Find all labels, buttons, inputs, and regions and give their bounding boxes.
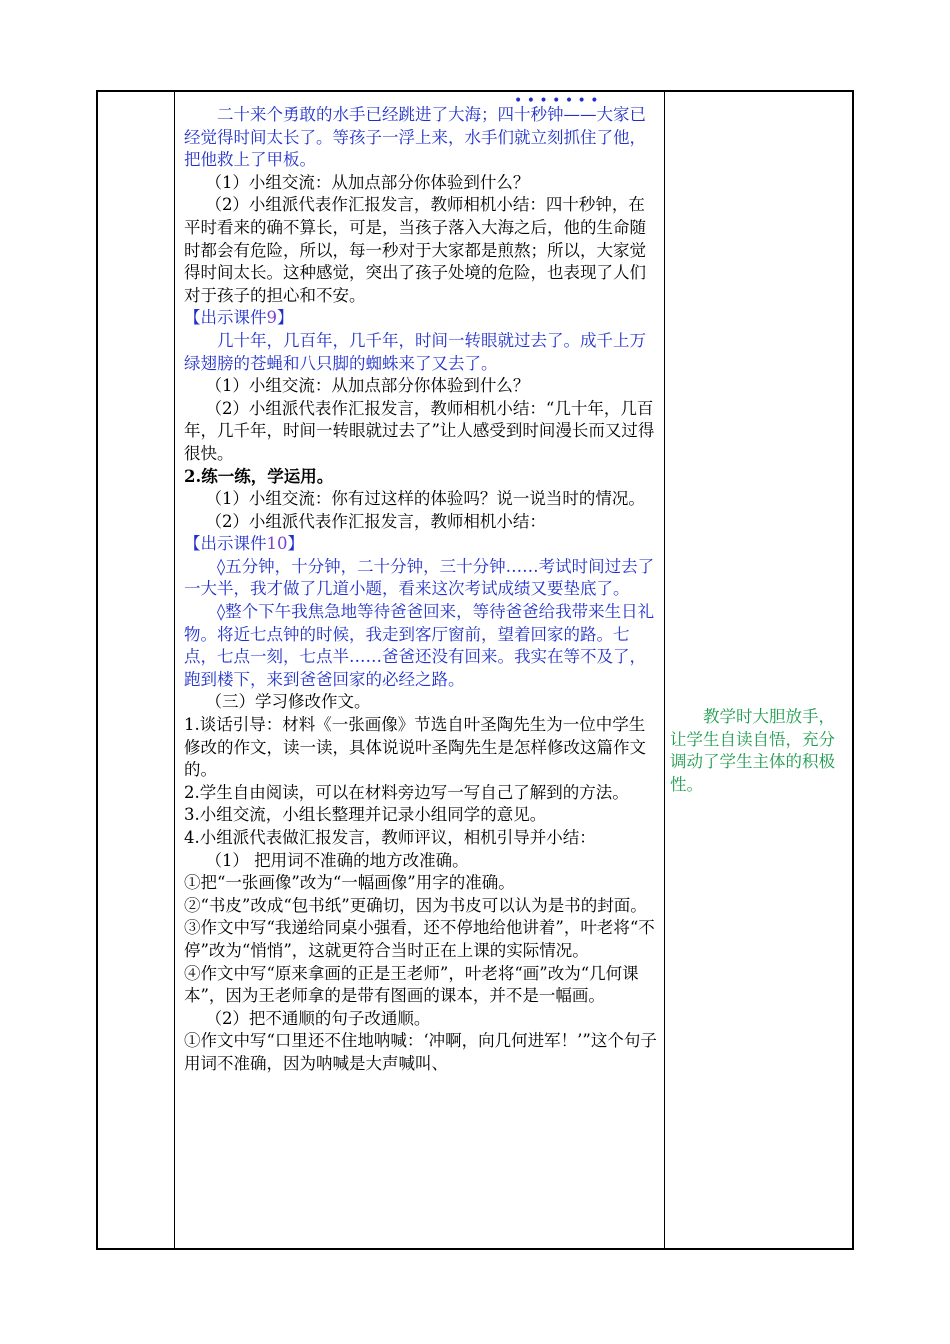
step-3: 3.小组交流，小组长整理并记录小组同学的意见。 xyxy=(184,805,547,825)
example-paragraph-1: ◊五分钟，十分钟，二十分钟，三十分钟……考试时间过去了一大半，我才做了几道小题，看来这次考试成绩又要垫底了。 xyxy=(184,556,655,599)
lesson-plan-table xyxy=(96,90,854,1250)
question-2a: （1）小组交流：从加点部分你体验到什么？ xyxy=(205,376,530,396)
correction-4: ④作文中写“原来拿画的正是王老师”，叶老将“画”改为“几何课本”，因为王老师拿的是带有图画的课本，并不是一幅画。 xyxy=(184,963,639,1006)
section-heading-practice: 2.练一练，学运用。 xyxy=(184,466,334,486)
teaching-note: 教学时大胆放手，让学生自读自悟，充分调动了学生主体的积极性。 xyxy=(670,707,835,794)
slide-label-9: 【出示课件9】 xyxy=(184,308,294,328)
summary-2b: （2）小组派代表作汇报发言，教师相机小结：“几十年，几百年，几千年，时间一转眼就过去了”让人感受到时间漫长而又过得很快。 xyxy=(184,398,655,463)
section-heading-revise: （三）学习修改作文。 xyxy=(205,692,371,712)
teaching-note-column xyxy=(670,706,848,796)
step-1: 1.谈话引导：材料《一张画像》节选自叶圣陶先生为一位中学生修改的作文，读一读，具体说说叶圣陶先生是怎样修改这篇作文的。 xyxy=(184,715,646,780)
rule-2: （2）把不通顺的句子改通顺。 xyxy=(205,1008,431,1028)
question-3a: （1）小组交流：你有过这样的体验吗？说一说当时的情况。 xyxy=(205,489,645,509)
rule-1: （1） 把用词不准确的地方改准确。 xyxy=(205,850,469,870)
summary-1b: （2）小组派代表作汇报发言，教师相机小结：四十秒钟，在平时看来的确不算长，可是，当孩子落入大海之后，他的生命随时都会有危险，所以，每一秒对于大家都是煎熬；所以，大家觉得时间太长。这种感觉，突出了孩子处境的危险，也表现了人们对于孩子的担心和不安。 xyxy=(184,195,646,305)
example-paragraph-2: ◊整个下午我焦急地等待爸爸回来，等待爸爸给我带来生日礼物。将近七点钟的时候，我走到客厅窗前，望着回家的路。七点，七点一刻，七点半……爸爸还没有回来。我实在等不及了，跑到楼下，来到爸爸回家的必经之路。 xyxy=(184,602,655,689)
correction-5: ①作文中写“口里还不住地呐喊：‘冲啊，向几何进军！’”这个句子用词不准确，因为呐喊是大声喊叫、 xyxy=(184,1031,657,1073)
summary-3b: （2）小组派代表作汇报发言，教师相机小结： xyxy=(205,511,546,531)
correction-2: ②“书皮”改成“包书纸”更确切，因为书皮可以认为是书的封面。 xyxy=(184,895,647,915)
column-divider-2 xyxy=(664,92,665,1248)
lesson-content-column: • • • • • • • 二十来个勇敢的水手已经跳进了大海；四十秒钟——大家已经觉得时间太长了。等孩子一浮上来，水手们就立刻抓住了他，把他救上了甲板。 （1）小组交流：从加点部分你体验到什么？ （2）小组派代表作汇报发言，教师相机小结：四十秒钟，在平时看来的确不算长，可是，当孩子落入大海之后，他的生命随时都会有危险，所以，每一秒对于大家都是煎熬；所以，大家觉得时间太长。这种感觉，突出了孩子处境的危险，也表现了人们对于孩子的担心和不安。 【出示课件9】 几十年，几百年，几千年，时间一转眼就过去了。成千上万绿翅膀的苍蝇和八只脚的蜘蛛来了又去了。 （1）小组交流：从加点部分你体验到什么？ （2）小组派代表作汇报发言，教师相机小结：“几十年，几百年，几千年，时间一转眼就过去了”让人感受到时间漫长而又过得很快。 2.练一练，学运用。 （1）小组交流：你有过这样的体验吗？说一说当时的情况。 （2）小组派代表作汇报发言，教师相机小结： 【出示课件10】 ◊五分钟，十分钟，二十分钟，三十分钟……考试时间过去了一大半，我才做了几道小题，看来这次考试成绩又要垫底了。 ◊整个下午我焦急地等待爸爸回来，等待爸爸给我带来生日礼物。将近七点钟的时候，我走到客厅窗前，望着回家的路。七点，七点一刻，七点半……爸爸还没有回来。我实在等不及了，跑到楼下，来到爸爸回家的必经之路。 （三）学习修改作文。 1.谈话引导：材料《一张画像》节选自叶圣陶先生为一位中学生修改的作文，读一读，具体说说叶圣陶先生是怎样修改这篇作文的。 2.学生自由阅读，可以在材料旁边写一写自己了解到的方法。 3.小组交流，小组长整理并记录小组同学的意见。 4.小组派代表做汇报发言，教师评议，相机引导并小结： （1） 把用词不准确的地方改准确。 ①把“一张画像”改为“一幅画像”用字的准确。 ②“书皮”改成“包书纸”更确切，因为书皮可以认为是书的封面。 ③作文中写“我递给同桌小强看，还不停地给他讲着”，叶老将“不停”改为“悄悄”，这就更符合当时正在上课的实际情况。 ④作文中写“原来拿画的正是王老师”，叶老将“画”改为“几何课本”，因为王老师拿的是带有图画的课本，并不是一幅画。 （2）把不通顺的句子改通顺。 ①作文中写“口里还不住地呐喊：‘冲啊，向几何进军！’”这个句子用词不准确，因为呐喊是大声喊叫、 xyxy=(184,104,660,1076)
question-1a: （1）小组交流：从加点部分你体验到什么？ xyxy=(205,172,530,192)
step-4: 4.小组派代表做汇报发言，教师评议，相机引导并小结： xyxy=(184,828,596,847)
column-divider-1 xyxy=(174,92,175,1248)
correction-3: ③作文中写“我递给同桌小强看，还不停地给他讲着”，叶老将“不停”改为“悄悄”，这就更符合当时正在上课的实际情况。 xyxy=(184,918,655,960)
step-2: 2.学生自由阅读，可以在材料旁边写一写自己了解到的方法。 xyxy=(184,782,629,802)
slide-label-10: 【出示课件10】 xyxy=(184,534,304,554)
quote-paragraph-2: 几十年，几百年，几千年，时间一转眼就过去了。成千上万绿翅膀的苍蝇和八只脚的蜘蛛来了又去了。 xyxy=(184,330,646,373)
correction-1: ①把“一张画像”改为“一幅画像”用字的准确。 xyxy=(184,873,515,893)
quote-paragraph-1: 二十来个勇敢的水手已经跳进了大海；四十秒钟——大家已经觉得时间太长了。等孩子一浮上来，水手们就立刻抓住了他，把他救上了甲板。 xyxy=(184,105,646,170)
